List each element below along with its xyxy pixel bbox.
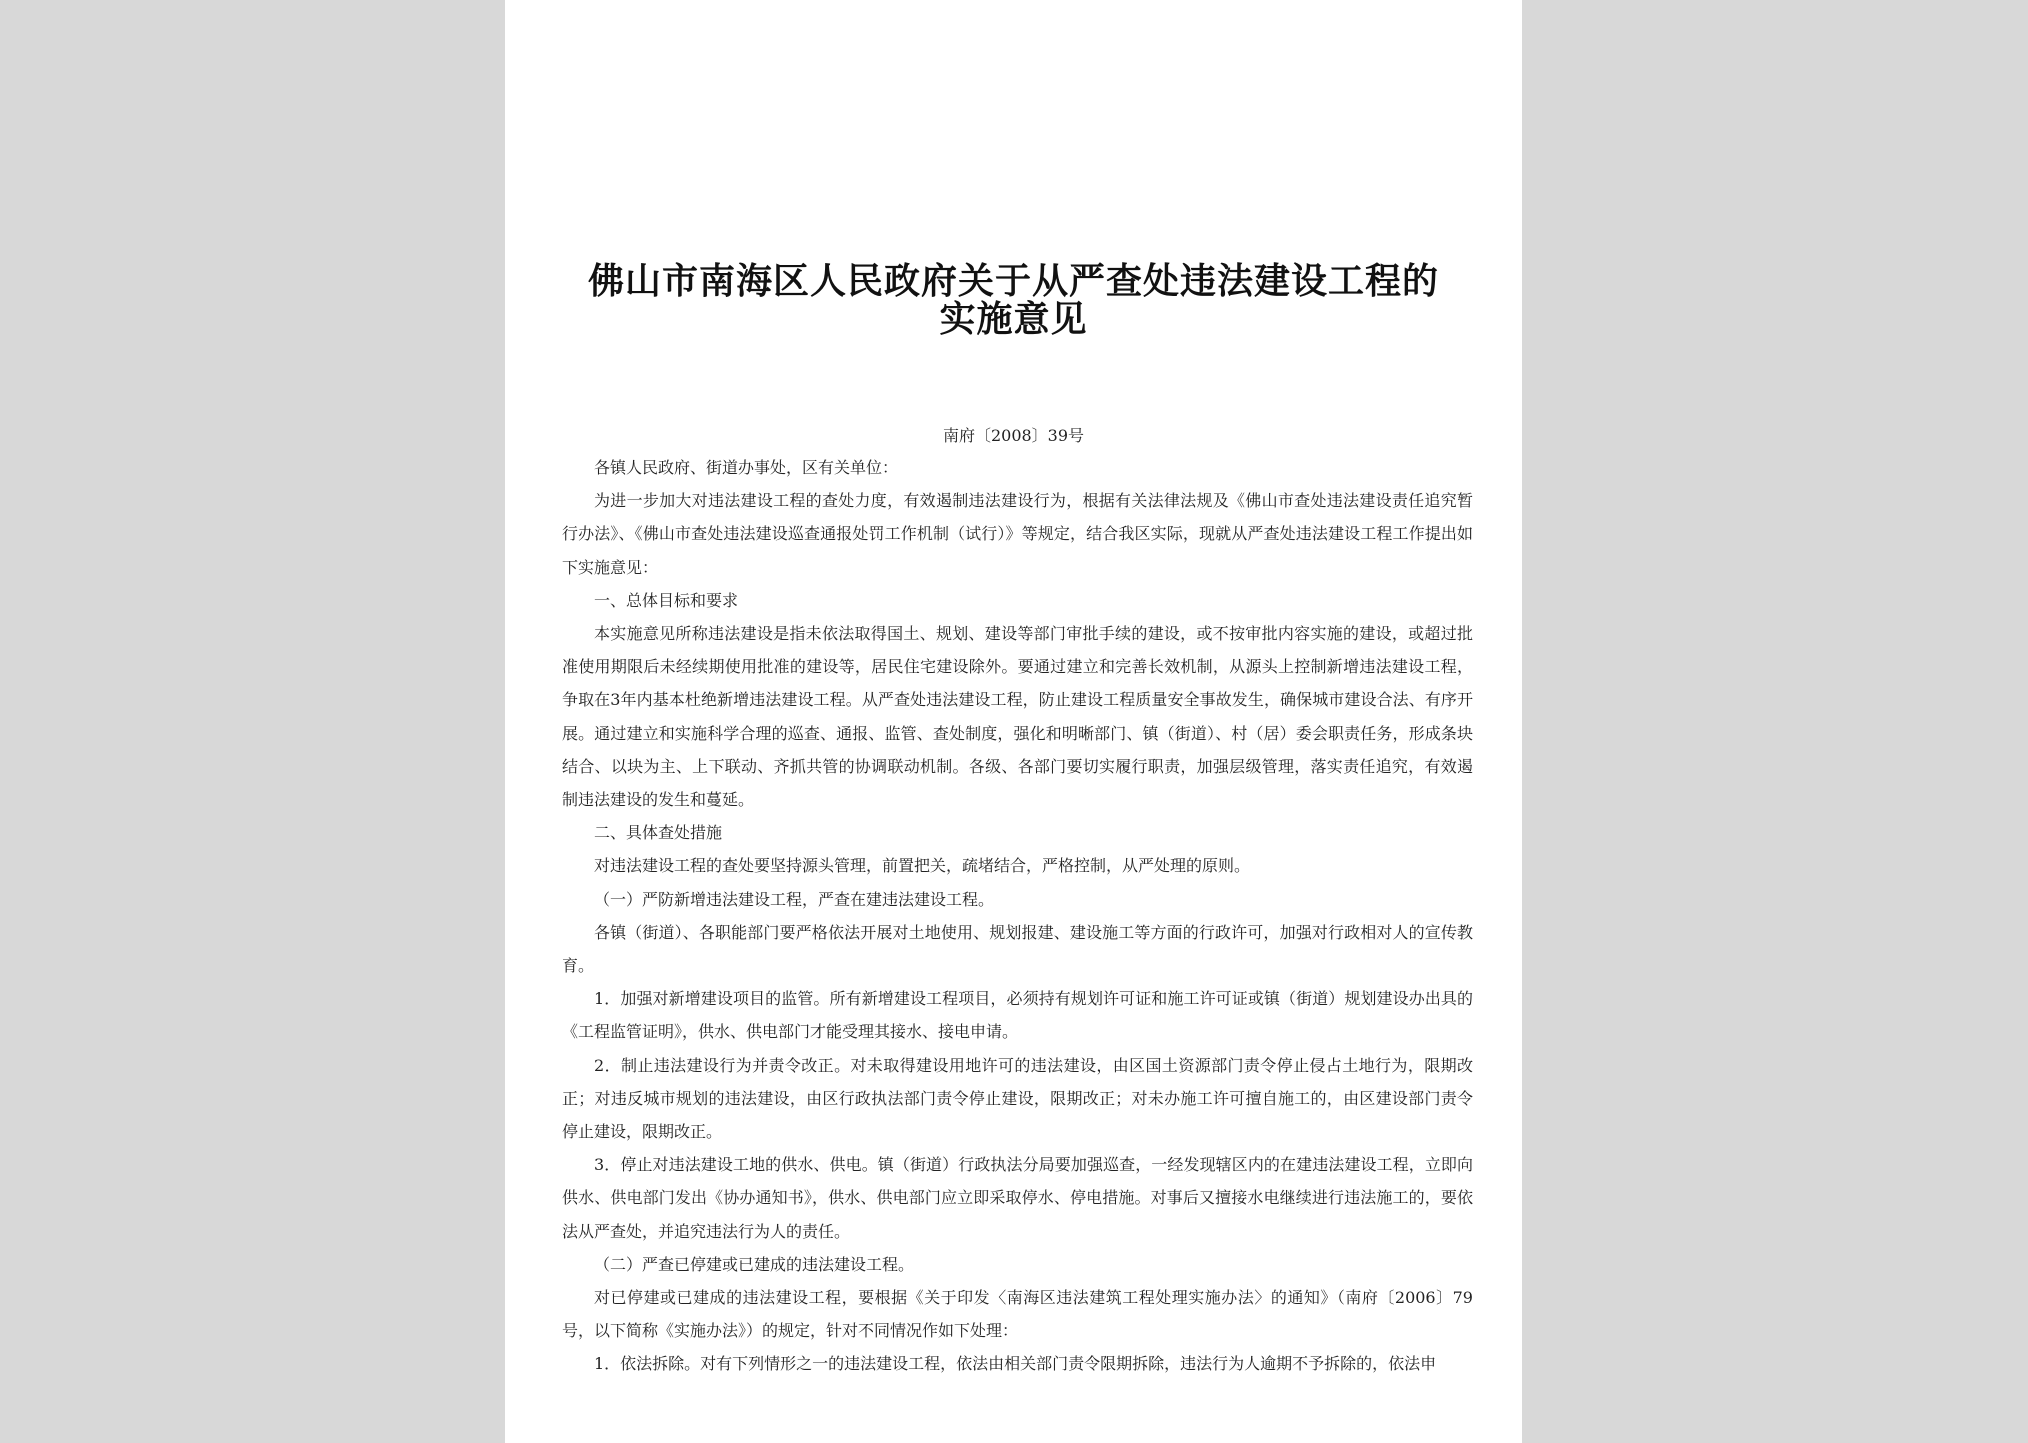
subsection-heading: （二）严查已停建或已建成的违法建设工程。 [594, 1254, 915, 1274]
title-line-1: 佛山市南海区人民政府关于从严查处违法建设工程的 [587, 260, 1439, 302]
numbered-item: 1．加强对新增建设项目的监管。所有新增建设工程项目，必须持有规划许可证和施工许可证或镇（街道）规划建设办出具的《工程监管证明》，供水、供电部门才能受理其接水、接电申请。 [562, 989, 1473, 1042]
paragraph-salutation: 各镇人民政府、街道办事处，区有关单位： [594, 458, 899, 477]
paragraph: 本实施意见所称违法建设是指未依法取得国土、规划、建设等部门审批手续的建设，或不按审批内容实施的建设，或超过批准使用期限后未经续期使用批准的建设等，居民住宅建设除外。要通过建立和完善长效机制，从源头上控制新增违法建设工程，争取在3年内基本杜绝新增违法建设工程。从严查处违法建设工程，防止建设工程质量安全事故发生，确保城市建设合法、有序开展。通过建立和实施科学合理的巡查、通报、监管、查处制度，强化和明晰部门、镇（街道）、村（居）委会职责任务，形成条块结合、以块为主、上下联动、齐抓共管的协调联动机制。各级、各部门要切实履行职责，加强层级管理，落实责任追究，有效遏制违法建设的发生和蔓延。 [562, 624, 1473, 810]
document-number: 南府〔2008〕39号 [942, 426, 1085, 445]
section-heading: 一、总体目标和要求 [594, 590, 739, 610]
subsection-heading: （一）严防新增违法建设工程，严查在建违法建设工程。 [594, 889, 995, 909]
paragraph: 对已停建或已建成的违法建设工程，要根据《关于印发〈南海区违法建筑工程处理实施办法〉的通知》（南府〔2006〕79号，以下简称《实施办法》）的规定，针对不同情况作如下处理： [562, 1288, 1473, 1341]
document-title [505, 262, 1522, 338]
section-heading: 二、具体查处措施 [594, 823, 723, 843]
numbered-item: 1．依法拆除。对有下列情形之一的违法建设工程，依法由相关部门责令限期拆除，违法行为人逾期不予拆除的，依法申 [594, 1354, 1437, 1374]
numbered-item: 3．停止对违法建设工地的供水、供电。镇（街道）行政执法分局要加强巡查，一经发现辖区内的在建违法建设工程，立即向供水、供电部门发出《协办通知书》，供水、供电部门应立即采取停水、停电措施。对事后又擅接水电继续进行违法施工的，要依法从严查处，并追究违法行为人的责任。 [562, 1155, 1473, 1241]
document-page [505, 0, 1522, 1443]
paragraph: 为进一步加大对违法建设工程的查处力度，有效遏制违法建设行为，根据有关法律法规及《佛山市查处违法建设责任追究暂行办法》、《佛山市查处违法建设巡查通报处罚工作机制（试行）》等规定，结合我区实际，现就从严查处违法建设工程工作提出如下实施意见： [562, 491, 1473, 577]
paragraph: 各镇（街道）、各职能部门要严格依法开展对土地使用、规划报建、建设施工等方面的行政许可，加强对行政相对人的宣传教育。 [562, 922, 1473, 976]
paragraph: 对违法建设工程的查处要坚持源头管理，前置把关，疏堵结合，严格控制，从严处理的原则。 [594, 856, 1251, 876]
title-line-2: 实施意见 [939, 298, 1088, 340]
numbered-item: 2．制止违法建设行为并责令改正。对未取得建设用地许可的违法建设，由区国土资源部门责令停止侵占土地行为，限期改正；对违反城市规划的违法建设，由区行政执法部门责令停止建设，限期改正；对未办施工许可擅自施工的，由区建设部门责令停止建设，限期改正。 [562, 1055, 1473, 1142]
document-body [562, 451, 1473, 1381]
